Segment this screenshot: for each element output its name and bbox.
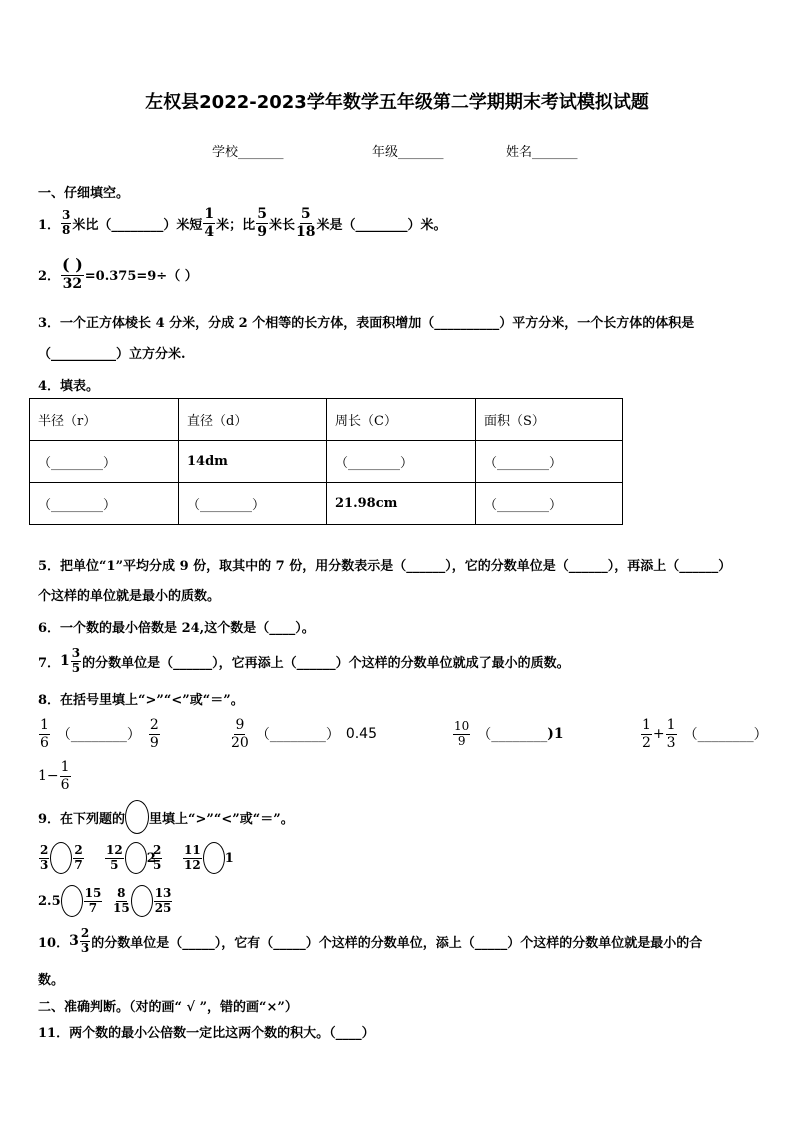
q7-number: 7． [38,655,61,671]
table-cell[interactable]: （________） [179,483,327,525]
section-1-heading: 一、仔细填空。 [38,186,130,201]
table-row [30,483,623,525]
q1-text-3: 米长 [268,217,295,233]
question-4-label: 4．填表。 [38,379,100,394]
q9-item-d: $\frac{11}{12}$ 1 [182,840,234,876]
question-9-label: 9．在下列题的 里填上“>”“<”或“＝”。 [38,800,294,834]
q9-item-e: 2.5 $\frac{15}{7}$ [38,883,103,919]
table-header: 半径（r） [30,399,179,441]
name-field[interactable]: 姓名_______ [506,145,578,160]
table-cell[interactable]: （________） [476,483,623,525]
question-10 [38,922,702,960]
circle-table [29,398,623,525]
q10-number: 10． [38,935,70,951]
oval-blank[interactable] [125,800,149,834]
table-row [30,441,623,483]
q8-item-b: $\frac{9}{20}$ （________） 0.45 [231,717,377,751]
table-cell[interactable]: （________） [30,441,179,483]
oval-blank[interactable] [50,842,72,874]
table-header: 周长（C） [327,399,476,441]
q7-text: 的分数单位是（______），它再添上（______）个这样的分数单位就成了最小的质数。 [82,655,570,671]
question-2 [38,254,198,294]
question-6: 6．一个数的最小倍数是 24,这个数是（____）。 [38,621,315,636]
q9-item-c: $\frac{2}{5}$ [153,842,162,872]
grade-field[interactable]: 年级_______ [372,145,444,160]
table-cell[interactable]: （________） [30,483,179,525]
question-1 [38,204,446,242]
q2-fraction: $\frac{( )}{32}$ [62,255,83,292]
q10-text: 的分数单位是（_____），它有（_____）个这样的分数单位，添上（_____）个这样的分数单位就是最小的合 [91,935,703,951]
question-8-label: 8．在括号里填上“>”“<”或“＝”。 [38,693,244,708]
q9-item-a: $\frac{2}{3}$ $\frac{2}{7}$ [38,840,85,876]
q1-text-2: 米；比 [216,217,256,233]
question-11: 11．两个数的最小公倍数一定比这两个数的积大。（____） [38,1026,375,1041]
q8-item-e: 1− $\frac{1}{6}$ [38,759,70,793]
q1-number: 1． [38,217,61,233]
q7-mixed-number: 1 $\frac{3}{5}$ [60,645,81,675]
question-3-line-2: （__________）立方分米. [38,347,186,362]
table-header: 直径（d） [179,399,327,441]
page-title: 左权县2022-2023学年数学五年级第二学期期末考试模拟试题 [145,92,649,113]
q1-text-1: 米比（________）米短 [72,217,203,233]
q1-fraction-3: $\frac{5}{9}$ [257,206,267,240]
q1-text-4: 米是（________）米。 [316,217,447,233]
q8-item-a: $\frac{1}{6}$ （________） $\frac{2}{9}$ [40,717,159,751]
q2-text: =0.375=9÷（ ） [84,268,198,284]
question-7 [38,642,570,680]
table-cell: 14dm [179,441,327,483]
q8-item-c: $\frac{10}{9}$ （________ )1 [454,718,564,748]
oval-blank[interactable] [131,885,153,917]
q8-item-d: $\frac{1}{2}$ + $\frac{1}{3}$ （________） [642,717,768,751]
q9-item-b: $\frac{12}{5}$ 2 [104,840,156,876]
question-3-line-1: 3．一个正方体棱长 4 分米，分成 2 个相等的长方体，表面积增加（__________）平方分米，一个长方体的体积是 [38,316,695,331]
oval-blank[interactable] [125,842,147,874]
table-cell[interactable]: （________） [327,441,476,483]
q1-fraction-2: $\frac{1}{4}$ [204,206,215,240]
table-header-row [30,399,623,441]
q2-number: 2． [38,268,61,284]
q1-fraction-4: $\frac{5}{18}$ [295,206,316,240]
table-header: 面积（S） [476,399,623,441]
section-2-heading: 二、准确判断。（对的画“ √ ”，错的画“×”） [38,1000,298,1015]
oval-blank[interactable] [61,885,83,917]
oval-blank[interactable] [203,842,225,874]
question-10-line-2: 数。 [38,973,65,988]
q10-mixed-number: 3 $\frac{2}{3}$ [69,925,90,955]
table-cell: 21.98cm [327,483,476,525]
question-5-line-2: 个这样的单位就是最小的质数。 [38,589,221,604]
school-field[interactable]: 学校_______ [212,145,284,160]
question-5-line-1: 5．把单位“1”平均分成 9 份，取其中的 7 份，用分数表示是（______），它的分数单位是（______），再添上（______） [38,559,732,574]
table-cell[interactable]: （________） [476,441,623,483]
q1-fraction-1: $\frac{3}{8}$ [62,207,71,237]
q9-item-f: $\frac{8}{15}$ $\frac{13}{25}$ [112,883,173,919]
